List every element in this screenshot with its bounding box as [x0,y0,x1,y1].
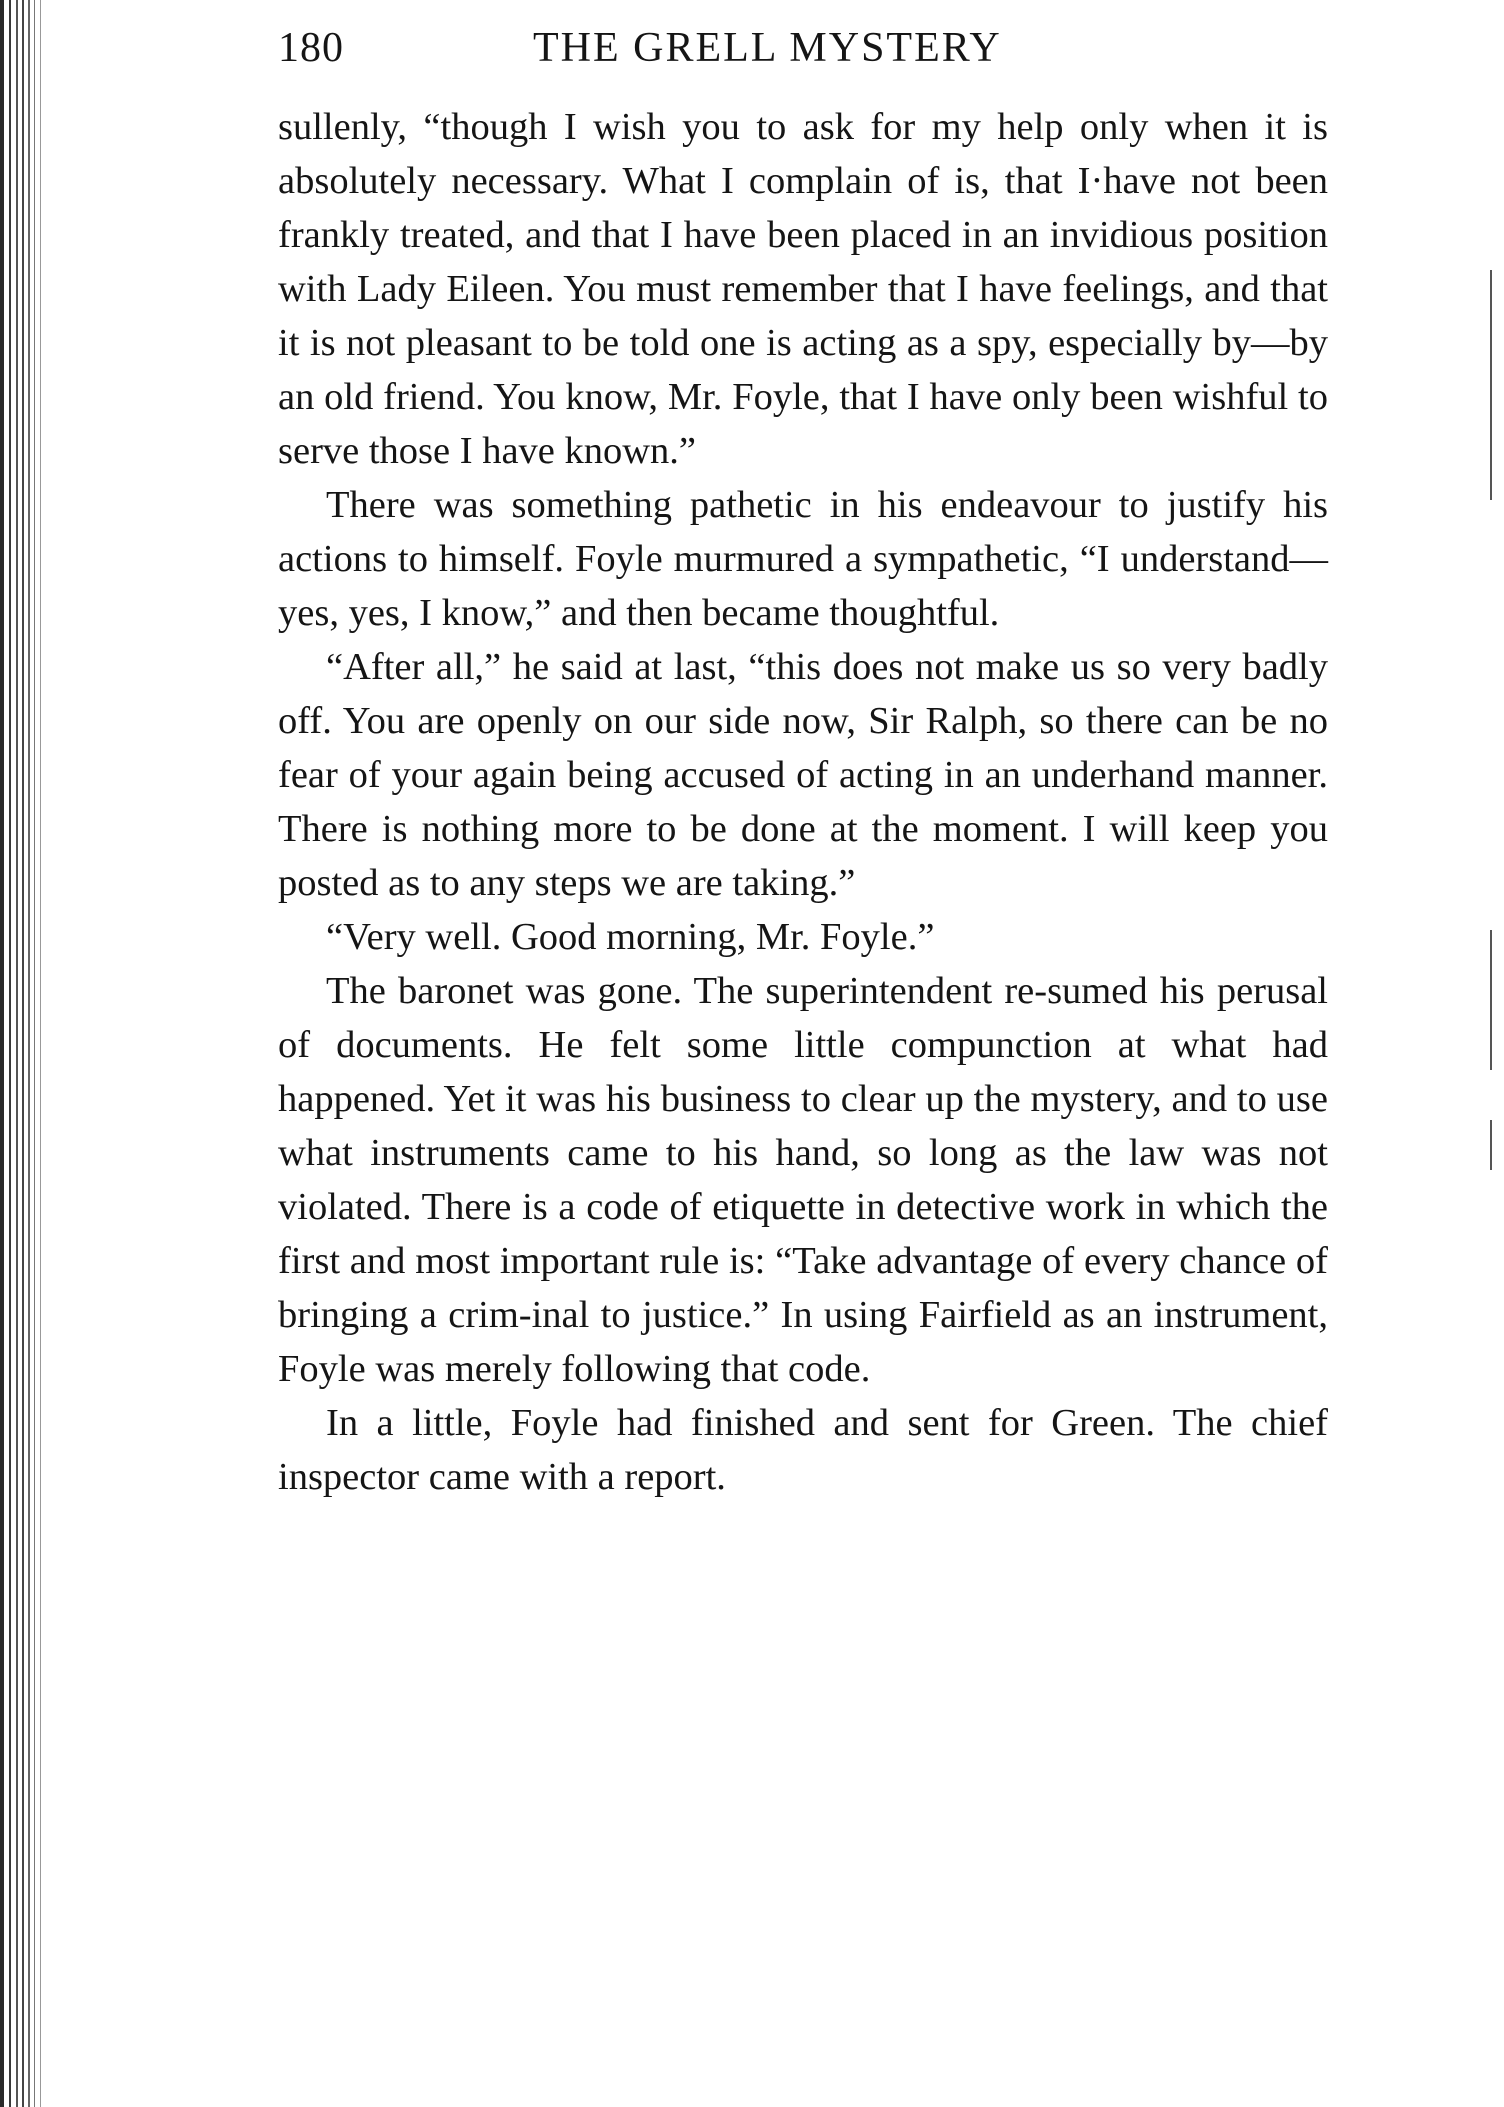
book-binding-edge [0,0,46,2107]
paragraph: “Very well. Good morning, Mr. Foyle.” [326,916,935,958]
scan-bleed-mark [1490,270,1492,500]
paragraph: The baronet was gone. The superintendent re-sumed his perusal of documents. He felt some little compunction at what had happened. Yet it was his business to clear up the mystery, and to use what instruments came to his hand, so long as the law was not violated. There is a code of etiquette in detective work in which the first and most important rule is: “Take advantage of every chance of bringing a crim-inal to justice.” In using Fairfield as an instrument, Foyle was merely following that code. [278,970,1328,1390]
page-number: 180 [278,25,344,71]
paragraph: “After all,” he said at last, “this does not make us so very badly off. You are openly on our side now, Sir Ralph, so there can be no fear of your again being accused of acting in an underhand manner. There is nothing more to be done at the moment. I will keep you posted as to any steps we are taking.” [278,646,1328,904]
running-title: THE GRELL MYSTERY [533,25,1002,71]
page-header [278,18,1328,78]
scan-bleed-mark [1490,930,1492,1070]
paragraph: There was something pathetic in his endeavour to justify his actions to himself. Foyle murmured a sympathetic, “I understand—yes, yes, I know,” and then became thoughtful. [278,484,1328,634]
paragraph: sullenly, “though I wish you to ask for my help only when it is absolutely necessary. What I complain of is, that I·have not been frankly treated, and that I have been placed in an invidious position with Lady Eileen. You must remember that I have feelings, and that it is not pleasant to be told one is acting as a spy, especially by—by an old friend. You know, Mr. Foyle, that I have only been wishful to serve those I have known.” [278,106,1328,472]
scan-bleed-mark [1490,1120,1492,1170]
body-text [278,100,1328,1504]
paragraph: In a little, Foyle had finished and sent for Green. The chief inspector came with a report. [278,1402,1328,1498]
